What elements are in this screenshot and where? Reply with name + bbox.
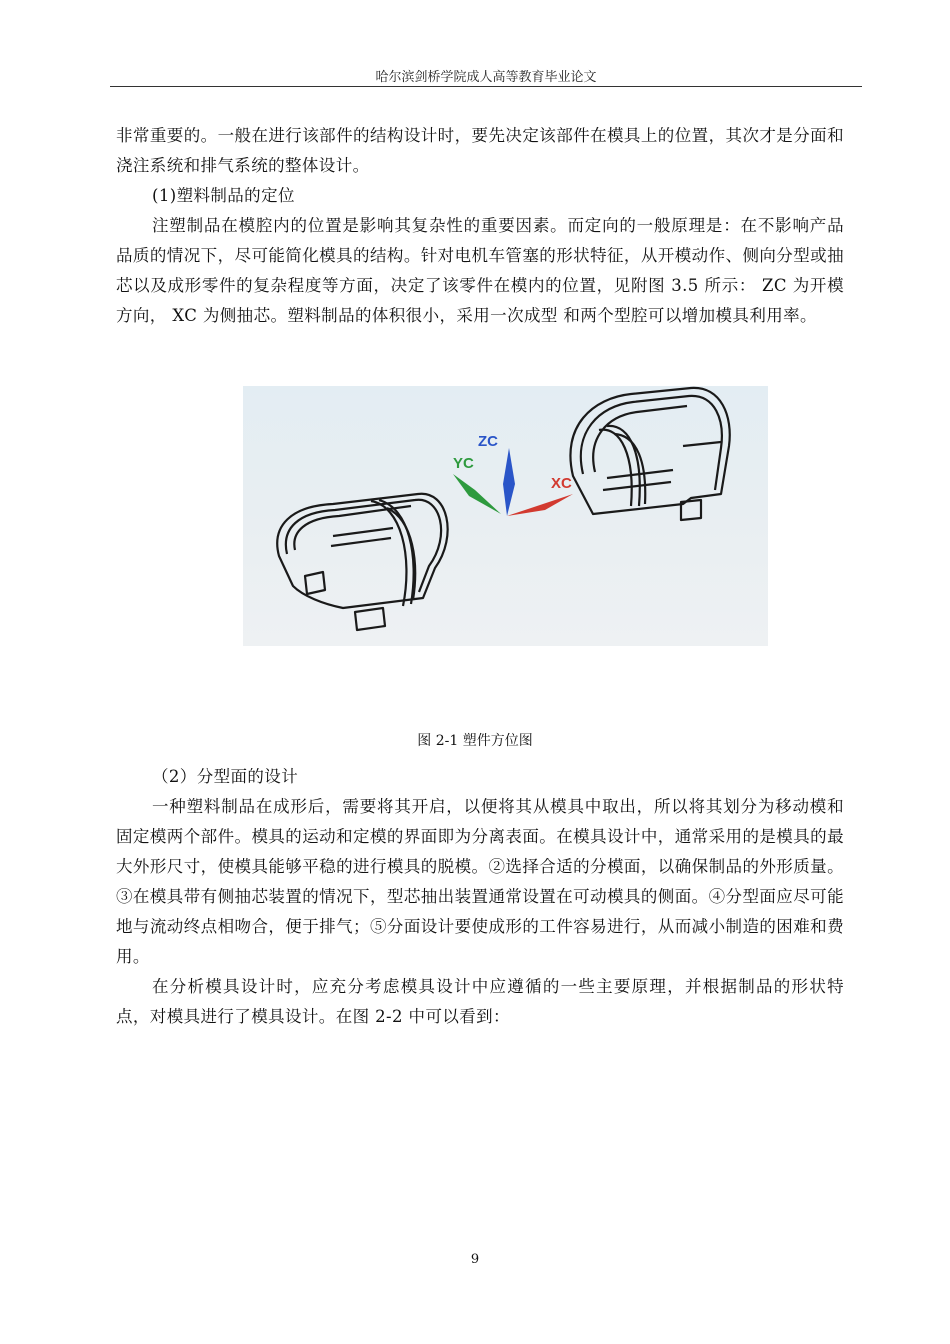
page-number: 9	[470, 1252, 480, 1267]
page-header: 哈尔滨剑桥学院成人高等教育毕业论文	[375, 70, 597, 85]
paragraph-4: 在分析模具设计时，应充分考虑模具设计中应遵循的一些主要原理，并根据制品的形状特点，对模具进行了模具设计。在图 2-2 中可以看到：	[116, 977, 844, 1026]
axis-label-xc: XC	[551, 475, 572, 492]
figure-drawing	[243, 386, 768, 646]
heading-part-orientation: (1)塑料制品的定位	[152, 186, 295, 205]
axis-label-zc: ZC	[478, 433, 498, 450]
paragraph-1: 非常重要的。一般在进行该部件的结构设计时，要先决定该部件在模具上的位置，其次才是分面和浇注系统和排气系统的整体设计。	[116, 126, 844, 175]
heading-parting-surface: （2）分型面的设计	[152, 767, 299, 786]
xc-axis-arrow	[507, 494, 573, 516]
section-b	[116, 762, 844, 1032]
right-molded-part	[570, 388, 729, 520]
left-molded-part	[277, 494, 447, 630]
section-a	[116, 121, 844, 331]
paragraph-3: 一种塑料制品在成形后，需要将其开启，以便将其从模具中取出，所以将其划分为移动模和固定模两个部件。模具的运动和定模的界面即为分离表面。在模具设计中，通常采用的是模具的最大外形尺寸，使模具能够平稳的进行模具的脱模。②选择合适的分模面，以确保制品的外形质量。③在模具带有侧抽芯装置的情况下，型芯抽出装置通常设置在可动模具的侧面。④分型面应尽可能地与流动终点相吻合，便于排气；⑤分面设计要使成形的工件容易进行，从而减小制造的困难和费用。	[116, 797, 844, 966]
header-rule	[110, 86, 862, 87]
axis-label-yc: YC	[453, 455, 474, 472]
paragraph-2: 注塑制品在模腔内的位置是影响其复杂性的重要因素。而定向的一般原理是：在不影响产品品质的情况下，尽可能简化模具的结构。针对电机车管塞的形状特征，从开模动作、侧向分型或抽芯以及成形零件的复杂程度等方面，决定了该零件在模内的位置，见附图 3.5 所示： ZC 为开模方向， XC 为侧抽芯。塑料制品的体积很小，采用一次成型 和两个型腔可以增加模具利用率。	[116, 216, 844, 325]
figure-caption: 图 2-1 塑件方位图	[417, 733, 533, 749]
figure-part-orientation	[243, 386, 768, 646]
yc-axis-arrow	[453, 474, 501, 514]
zc-axis-arrow	[503, 448, 515, 516]
